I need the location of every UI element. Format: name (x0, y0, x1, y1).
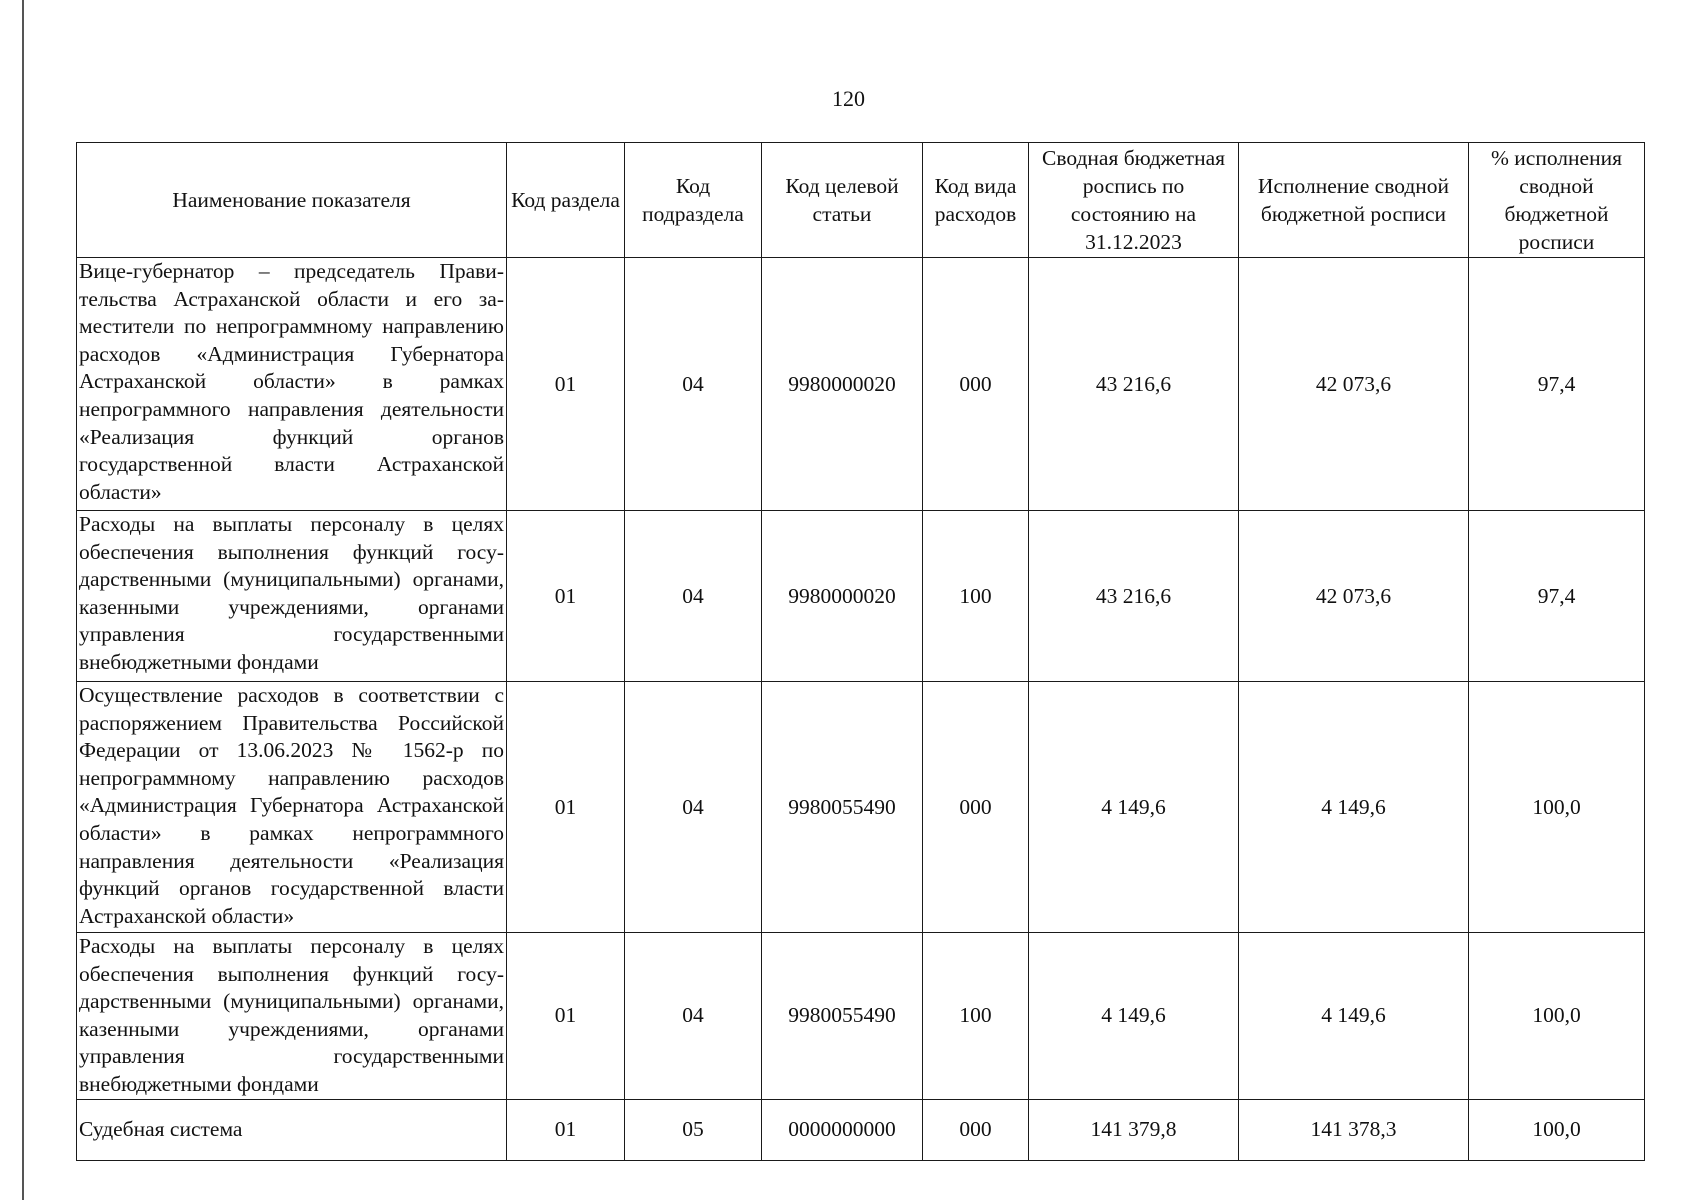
header-section-code: Код раздела (507, 143, 625, 258)
cell-planned-budget: 141 379,8 (1029, 1099, 1239, 1160)
header-indicator-name: Наименование показателя (77, 143, 507, 258)
cell-indicator-name: Судебная система (77, 1099, 507, 1160)
cell-subsection-code: 04 (625, 511, 762, 682)
cell-section-code: 01 (507, 1099, 625, 1160)
header-subsection-code: Код подраздела (625, 143, 762, 258)
cell-expense-type-code: 000 (923, 682, 1029, 933)
cell-target-article-code: 9980000020 (762, 258, 923, 511)
cell-execution-percent: 100,0 (1469, 1099, 1645, 1160)
cell-section-code: 01 (507, 258, 625, 511)
cell-subsection-code: 05 (625, 1099, 762, 1160)
cell-target-article-code: 0000000000 (762, 1099, 923, 1160)
cell-expense-type-code: 000 (923, 1099, 1029, 1160)
cell-budget-execution: 141 378,3 (1239, 1099, 1469, 1160)
cell-target-article-code: 9980055490 (762, 933, 923, 1100)
cell-budget-execution: 4 149,6 (1239, 682, 1469, 933)
header-budget-execution: Исполнение сводной бюджетной росписи (1239, 143, 1469, 258)
cell-planned-budget: 4 149,6 (1029, 682, 1239, 933)
cell-planned-budget: 43 216,6 (1029, 511, 1239, 682)
cell-execution-percent: 100,0 (1469, 682, 1645, 933)
cell-planned-budget: 4 149,6 (1029, 933, 1239, 1100)
table-body (77, 258, 1645, 1161)
table-header (77, 143, 1645, 258)
cell-subsection-code: 04 (625, 682, 762, 933)
cell-execution-percent: 97,4 (1469, 511, 1645, 682)
budget-execution-table (76, 142, 1645, 1161)
cell-section-code: 01 (507, 933, 625, 1100)
scan-margin-line (22, 0, 24, 1200)
cell-execution-percent: 100,0 (1469, 933, 1645, 1100)
cell-planned-budget: 43 216,6 (1029, 258, 1239, 511)
page-number: 120 (832, 86, 865, 111)
table-row (77, 511, 1645, 682)
cell-expense-type-code: 100 (923, 933, 1029, 1100)
table-row (77, 682, 1645, 933)
cell-expense-type-code: 000 (923, 258, 1029, 511)
cell-execution-percent: 97,4 (1469, 258, 1645, 511)
cell-indicator-name: Расходы на выплаты персоналу в целях обеспечения выполнения функций государственными (муниципальными) органами, казенными учреждениями, органами управления государственными внебюджетными фондами (77, 933, 507, 1100)
cell-budget-execution: 42 073,6 (1239, 511, 1469, 682)
cell-subsection-code: 04 (625, 258, 762, 511)
table-row (77, 1099, 1645, 1160)
cell-expense-type-code: 100 (923, 511, 1029, 682)
header-planned-budget: Сводная бюджетная роспись по состоянию на 31.12.2023 (1029, 143, 1239, 258)
cell-section-code: 01 (507, 511, 625, 682)
header-target-article-code: Код целевой статьи (762, 143, 923, 258)
table-row (77, 933, 1645, 1100)
table-row (77, 258, 1645, 511)
cell-indicator-name: Вице-губернатор – председатель Правительства Астраханской области и его заместители по непрограммному направлению расходов «Администрация Губернатора Астраханской области» в рамках непрограммного направления деятельности «Реализация функций органов государственной власти Астраханской области» (77, 258, 507, 511)
cell-budget-execution: 4 149,6 (1239, 933, 1469, 1100)
cell-section-code: 01 (507, 682, 625, 933)
cell-budget-execution: 42 073,6 (1239, 258, 1469, 511)
header-execution-percent: % исполнения сводной бюджетной росписи (1469, 143, 1645, 258)
header-row (77, 143, 1645, 258)
header-expense-type-code: Код вида расходов (923, 143, 1029, 258)
cell-target-article-code: 9980055490 (762, 682, 923, 933)
cell-indicator-name: Расходы на выплаты персоналу в целях обеспечения выполнения функций государственными (муниципальными) органами, казенными учреждениями, органами управления государственными внебюджетными фондами (77, 511, 507, 682)
cell-indicator-name: Осуществление расходов в соответствии с распоряжением Правительства Российской Федерации от 13.06.2023 № 1562-р по непрограммному направлению расходов «Администрация Губернатора Астраханской области» в рамках непрограммного направления деятельности «Реализация функций органов государственной власти Астраханской области» (77, 682, 507, 933)
cell-target-article-code: 9980000020 (762, 511, 923, 682)
cell-subsection-code: 04 (625, 933, 762, 1100)
